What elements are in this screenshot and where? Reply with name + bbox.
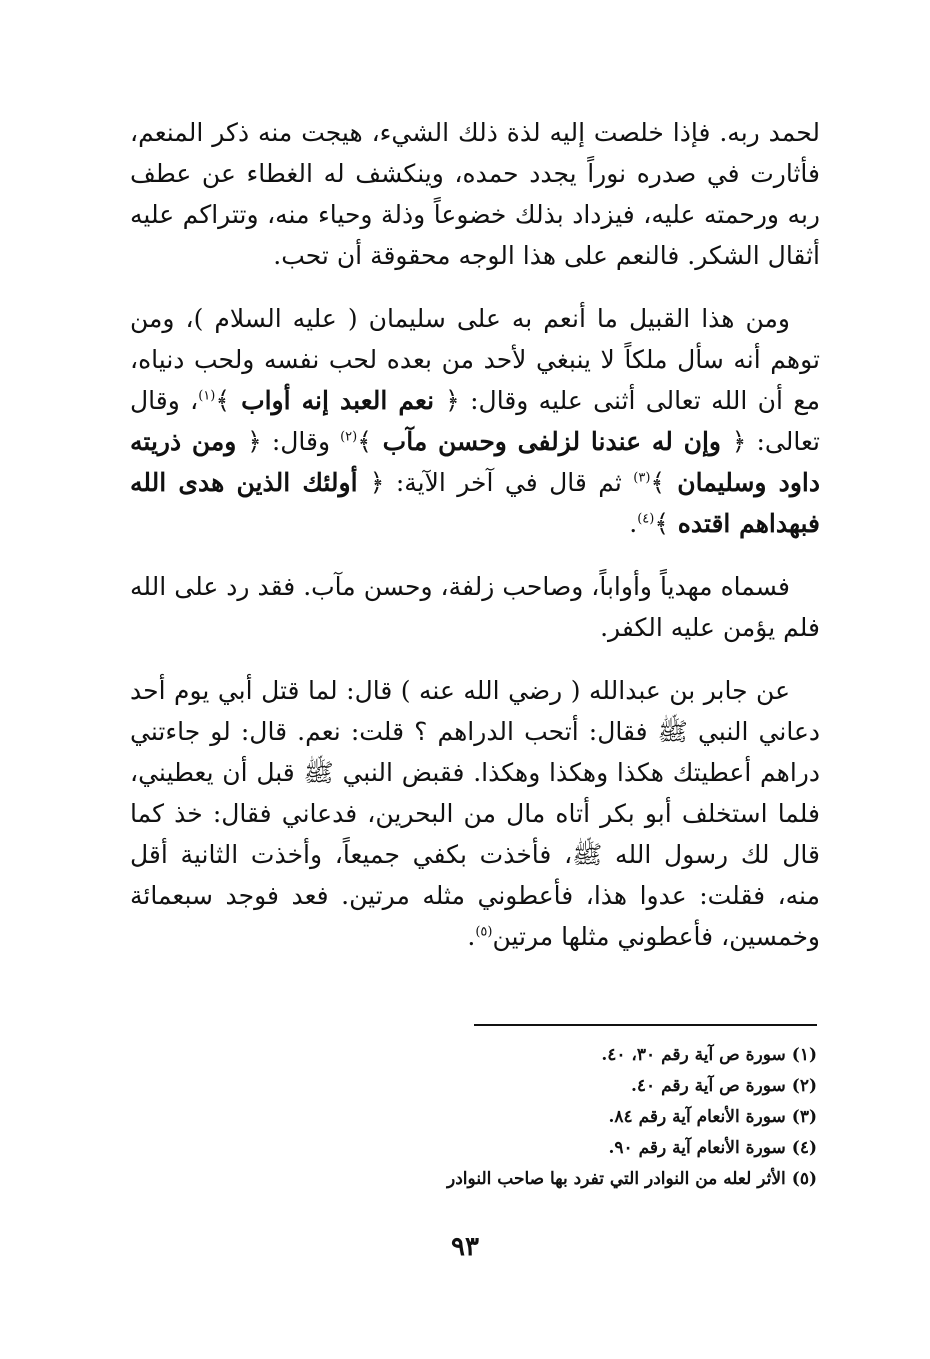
footnotes-list (317, 1040, 817, 1195)
footnote-ref-5: (٥) (475, 924, 493, 940)
paragraph-4-text-2: . (467, 922, 476, 951)
paragraph-3 (130, 566, 820, 648)
footnote-item (317, 1133, 817, 1164)
footnote-text: الأثر لعله من النوادر التي تفرد بها صاحب النوادر (447, 1169, 786, 1189)
footnote-ref-1: (١) (198, 388, 216, 404)
paragraph-4-text-1: عن جابر بن عبدالله ( رضي الله عنه ) قال: لما قتل أبي يوم أحد دعاني النبي ﷺ فقال: أتحب الدراهم ؟ قلت: نعم. قال: لو جاءتني دراهم أعطيتك هكذا وهكذا وهكذا. فقبض النبي ﷺ قبل أن يعطيني، فلما استخلف أبو بكر أتاه مال من البحرين، فدعاني فقال: خذ كما قال لك رسول الله ﷺ، فأخذت بكفي جميعاً، وأخذت الثانية أقل منه، فقلت: عدوا هذا، فأعطوني مثله مرتين. فعد فوجد سبعمائة وخمسين، فأعطوني مثلها مرتين (130, 676, 821, 951)
page-number: ٩٣ (451, 1232, 479, 1262)
footnote-text: سورة الأنعام آية رقم ٨٤. (608, 1107, 786, 1127)
footnote-divider (474, 1024, 817, 1026)
quran-verse-1: ﴿ نعم العبد إنه أواب ﴾ (215, 386, 460, 415)
footnote-number: (٢) (791, 1076, 817, 1096)
paragraph-2-text-2: ، وقال تعالى: (130, 386, 820, 456)
paragraph-1-text: لحمد ربه. فإذا خلصت إليه لذة ذلك الشيء، هيجت منه ذكر المنعم، فأثارت في صدره نوراً يجدد حمده، وينكشف له الغطاء عن عطف ربه ورحمته عليه، فيزداد بذلك خضوعاً وذلة وحياء منه، وتتراكم عليه أثقال الشكر. فالنعم على هذا الوجه محقوقة أن تحب. (130, 118, 820, 270)
paragraph-2-text-4: ثم قال في آخر الآية: (395, 468, 622, 497)
paragraph-4 (130, 670, 820, 957)
footnote-text: سورة ص آية رقم ٤٠. (630, 1076, 786, 1096)
footnote-text: سورة الأنعام آية رقم ٩٠. (608, 1138, 786, 1158)
footnote-item (317, 1071, 817, 1102)
footnote-number: (٣) (791, 1107, 817, 1127)
footnote-number: (٤) (791, 1138, 817, 1158)
paragraph-1 (130, 112, 820, 276)
footnote-number: (٥) (791, 1169, 817, 1189)
paragraph-2 (130, 298, 820, 544)
footnote-ref-4: (٤) (637, 511, 655, 527)
quran-verse-2: ﴿ وإن له عندنا لزلفى وحسن مآب ﴾ (357, 427, 747, 456)
paragraph-2-text-1: ومن هذا القبيل ما أنعم به على سليمان ( عليه السلام )، ومن توهم أنه سأل ملكاً لا ينبغي لأحد من بعده لحب نفسه ولحب دنياه، مع أن الله تعالى أثنى عليه وقال: (130, 304, 820, 415)
footnote-text: سورة ص آية رقم ٣٠، ٤٠. (601, 1045, 786, 1065)
quran-verse-4: ﴿ أولئك الذين هدى الله فبهداهم اقتده ﴾ (130, 468, 820, 538)
footnote-ref-3: (٣) (633, 470, 651, 486)
page-body (130, 112, 820, 957)
footnote-item (317, 1102, 817, 1133)
footnote-item (317, 1164, 817, 1195)
footnote-ref-2: (٢) (340, 429, 358, 445)
footnote-number: (١) (791, 1045, 817, 1065)
footnote-item (317, 1040, 817, 1071)
paragraph-3-text: فسماه مهدياً وأواباً، وصاحب زلفة، وحسن مآب. فقد رد على الله فلم يؤمن عليه الكفر. (130, 572, 820, 642)
quran-verse-3: ﴿ ومن ذريته داود وسليمان ﴾ (130, 427, 820, 497)
paragraph-2-text-3: وقال: (271, 427, 331, 456)
paragraph-2-text-5: . (629, 509, 638, 538)
